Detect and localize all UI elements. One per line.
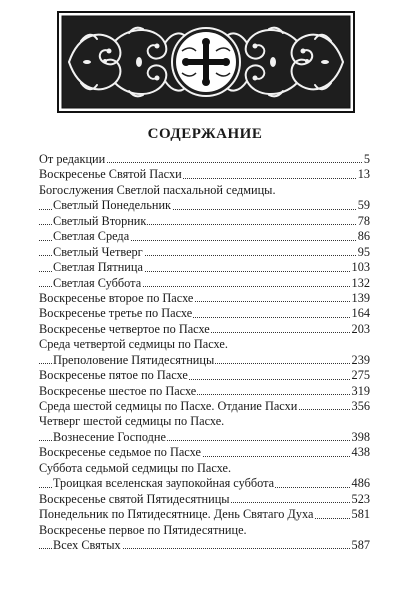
toc-entry [39,229,370,244]
toc-entry-page-number: 438 [351,445,370,460]
toc-entry-title: Воскресенье второе по Пасхе [39,290,194,305]
toc-entry [39,214,370,229]
toc-entry-title: Среда шестой седмицы по Пасхе. Отдание Пасхи [39,399,298,413]
toc-entry [39,152,370,167]
toc-entry-title: Светлая Пятница [53,260,143,275]
toc-entry [39,492,370,507]
toc-entry-title: Понедельник по Пятидесятнице. День Святаго Духа [39,507,314,522]
toc-entry [39,507,370,522]
toc-entry-title: Воскресенье Святой Пасхи [39,167,182,182]
toc-entry-page-number: 5 [363,152,370,166]
toc-entry-page-number: 319 [351,383,370,398]
toc-entry-title: Всех Святых [53,537,121,552]
toc-entry [39,430,370,445]
toc-entry-title: Троицкая вселенская заупокойная суббота [53,476,275,491]
toc-entry-page-number: 86 [357,229,370,244]
toc-entry-title: Четверг шестой седмицы по Пасхе. [39,414,225,429]
floral-vine-frame [57,11,355,113]
toc-entry [39,260,370,275]
decorative-headpiece [57,11,355,113]
toc-entry-title: Светлая Суббота [53,275,142,290]
toc-entry [39,384,370,399]
toc-entry-page-number: 164 [351,306,370,321]
toc-entry-page-number: 59 [357,198,370,213]
toc-entry-page-number: 486 [351,476,370,491]
toc-entry-page-number: 139 [351,290,370,305]
toc-entry-page-number: 103 [351,260,370,275]
toc-entry-title: От редакции [39,152,106,166]
toc-entry-page-number: 239 [351,352,370,367]
toc-entry [39,183,370,198]
toc-entry-title: Светлый Вторник [53,213,147,228]
toc-entry-page-number: 275 [351,368,370,383]
toc-entry [39,476,370,491]
toc-entry [39,291,370,306]
toc-entry [39,368,370,383]
toc-entry-page-number: 13 [357,167,370,182]
toc-entry-page-number: 587 [351,537,370,552]
toc-entry-title: Воскресенье пятое по Пасхе [39,368,188,383]
toc-entry-title: Воскресенье первое по Пятидесятнице. [39,522,247,537]
toc-entry-title: Среда четвертой седмицы по Пасхе. [39,337,228,352]
toc-entry-page-number: 581 [351,507,370,522]
toc-entry-title: Суббота седьмой седмицы по Пасхе. [39,460,232,475]
toc-entry [39,445,370,460]
toc-entry [39,523,370,538]
toc-entry-page-number: 132 [351,275,370,290]
toc-entry-title: Воскресенье третье по Пасхе [39,306,193,321]
toc-entry-page-number: 356 [351,399,370,413]
toc-entry [39,461,370,476]
toc-entry-title: Светлая Среда [53,229,130,244]
toc-entry-title: Богослужения Светлой пасхальной седмицы. [39,182,276,197]
toc-entry-title: Светлый Понедельник [53,198,172,213]
toc-entry-title: Воскресенье святой Пятидесятницы [39,491,230,506]
toc-entry-page-number: 203 [351,321,370,336]
toc-entry [39,337,370,352]
toc-entry-title: Воскресенье шестое по Пасхе [39,383,197,398]
toc-entry-title: Воскресенье четвертое по Пасхе [39,321,210,336]
table-of-contents-heading: СОДЕРЖАНИЕ [147,126,263,142]
toc-entry-page-number: 398 [351,429,370,444]
toc-entry [39,353,370,368]
toc-entry [39,276,370,291]
toc-entry-title: Преполовение Пятидесятницы [53,352,215,367]
toc-entry [39,399,370,414]
toc-entry-page-number: 523 [351,491,370,506]
toc-entry-page-number: 78 [357,213,370,228]
toc-entry-title: Светлый Четверг [53,244,143,259]
toc-entry [39,245,370,260]
toc-entry [39,167,370,182]
toc-entry-title: Воскресенье седьмое по Пасхе [39,445,201,460]
toc-entry [39,198,370,213]
table-of-contents [39,152,370,553]
toc-entry [39,322,370,337]
toc-entry [39,306,370,321]
toc-entry [39,414,370,429]
toc-entry-page-number: 95 [357,244,370,259]
toc-entry [39,538,370,553]
toc-entry-title: Вознесение Господне [53,429,166,444]
